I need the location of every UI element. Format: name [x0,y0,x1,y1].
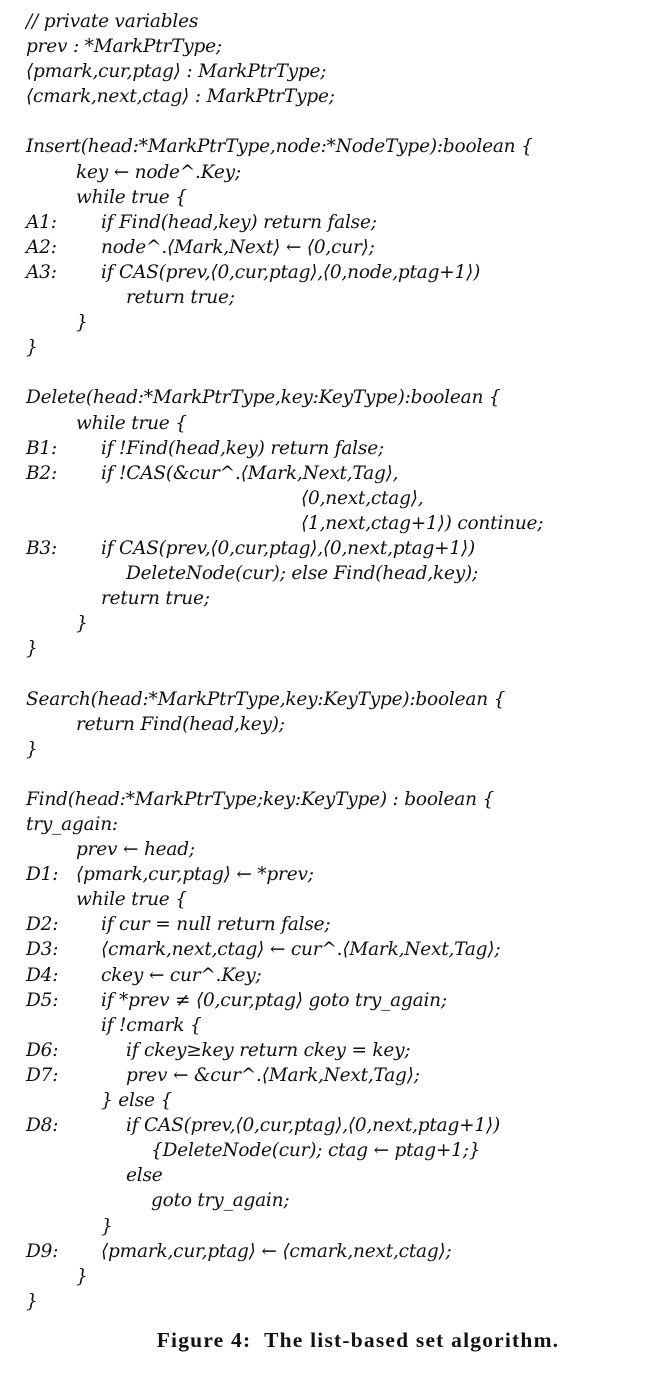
code-line [0,385,648,410]
code-text: } [76,1265,88,1287]
code-text: while true { [76,412,187,434]
code-line [0,436,648,461]
code-text: prev ← &cur^.⟨Mark,Next,Tag⟩; [126,1064,420,1086]
code-line [0,561,648,586]
code-line [0,461,648,486]
code-text: else [126,1165,163,1187]
code-text: ckey ← cur^.Key; [101,964,262,986]
code-line [0,285,648,310]
algorithm-listing [0,9,648,1314]
code-text: } [26,738,38,760]
figure-caption: Figure 4: The list-based set algorithm. [156,1328,560,1352]
code-text: ⟨cmark,next,ctag⟩ ← cur^.⟨Mark,Next,Tag⟩; [101,939,501,961]
code-line [0,687,648,712]
code-text: // private variables [26,11,199,32]
code-line [0,185,648,210]
code-line [0,812,648,837]
code-text: Search(head:*MarkPtrType,key:KeyType):boolean { [26,688,506,710]
code-line [0,1038,648,1063]
code-text: } [101,1215,113,1237]
code-text: try_again: [26,814,118,835]
code-line [0,1113,648,1138]
code-line [0,1088,648,1113]
line-label: B1: [26,437,57,459]
code-line [0,661,648,686]
code-text: ⟨pmark,cur,ptag⟩ : MarkPtrType; [26,61,327,83]
code-text: goto try_again; [151,1190,290,1212]
code-text: if Find(head,key) return false; [101,211,377,233]
code-line [0,862,648,887]
code-line [0,1264,648,1289]
code-line [0,1289,648,1314]
line-label: D6: [26,1039,59,1061]
code-line [0,887,648,912]
code-text: if CAS(prev,⟨0,cur,ptag⟩,⟨0,next,ptag+1⟩) [126,1115,501,1137]
code-text: ⟨pmark,cur,ptag⟩ ← ⟨cmark,next,ctag⟩; [101,1240,452,1262]
line-label: D4: [26,964,59,986]
code-line [0,1013,648,1038]
line-label: A1: [26,211,57,233]
code-text: return Find(head,key); [76,713,285,735]
code-line [0,235,648,260]
code-text: Insert(head:*MarkPtrType,node:*NodeType):boolean { [26,136,533,158]
code-text: Delete(head:*MarkPtrType,key:KeyType):boolean { [26,387,501,409]
code-line [0,1063,648,1088]
code-text: prev ← head; [76,839,195,861]
code-line [0,360,648,385]
code-line [0,1188,648,1213]
code-line [0,109,648,134]
code-line [0,988,648,1013]
code-text: ⟨1,next,ctag+1⟩) continue; [301,512,544,534]
code-text: ⟨0,next,ctag⟩, [301,487,424,509]
code-line [0,511,648,536]
code-text: ⟨pmark,cur,ptag⟩ ← *prev; [76,864,314,886]
code-text: if !Find(head,key) return false; [101,437,384,459]
code-text: } [26,337,38,359]
code-text: if CAS(prev,⟨0,cur,ptag⟩,⟨0,node,ptag+1⟩) [101,261,481,283]
code-text: return true; [126,287,235,309]
code-line [0,1163,648,1188]
code-line [0,34,648,59]
line-label: D8: [26,1115,59,1137]
code-line [0,134,648,159]
code-line [0,1138,648,1163]
code-text: if ckey≥key return ckey = key; [126,1039,411,1061]
code-text: prev : *MarkPtrType; [26,36,222,58]
code-text: } [26,638,38,660]
line-label: A3: [26,261,57,283]
code-line [0,611,648,636]
code-text: return true; [101,588,210,610]
code-line [0,912,648,937]
code-line [0,636,648,661]
line-label: D1: [26,864,59,886]
line-label: D9: [26,1240,59,1262]
code-line [0,9,648,34]
code-line [0,787,648,812]
code-line [0,837,648,862]
code-line [0,536,648,561]
code-text: if !cmark { [101,1014,202,1036]
code-text: if *prev ≠ ⟨0,cur,ptag⟩ goto try_again; [101,989,447,1011]
line-label: A2: [26,236,57,258]
code-text: ⟨cmark,next,ctag⟩ : MarkPtrType; [26,86,335,108]
code-text: DeleteNode(cur); else Find(head,key); [126,563,479,585]
code-line [0,335,648,360]
code-line [0,1214,648,1239]
code-line [0,963,648,988]
line-label: D5: [26,989,59,1011]
line-label: B3: [26,537,57,559]
code-line [0,210,648,235]
code-line [0,84,648,109]
code-text: } else { [101,1090,173,1112]
code-text: } [76,613,88,635]
code-line [0,586,648,611]
code-line [0,411,648,436]
code-text: if cur = null return false; [101,914,331,936]
code-text: Find(head:*MarkPtrType;key:KeyType) : boolean { [26,788,495,810]
code-text: } [76,312,88,334]
code-text: {DeleteNode(cur); ctag ← ptag+1;} [151,1140,481,1162]
code-line [0,486,648,511]
code-line [0,310,648,335]
code-line [0,762,648,787]
code-text: if !CAS(&cur^.⟨Mark,Next,Tag⟩, [101,462,399,484]
code-line [0,1239,648,1264]
line-label: B2: [26,462,57,484]
code-line [0,260,648,285]
code-text: if CAS(prev,⟨0,cur,ptag⟩,⟨0,next,ptag+1⟩) [101,537,476,559]
code-line [0,712,648,737]
line-label: D3: [26,939,59,961]
code-line [0,59,648,84]
line-label: D2: [26,914,59,936]
code-text: while true { [76,186,187,208]
code-text: } [26,1290,38,1312]
code-line [0,160,648,185]
code-text: node^.⟨Mark,Next⟩ ← ⟨0,cur⟩; [101,236,375,258]
code-text: while true { [76,889,187,911]
line-label: D7: [26,1064,59,1086]
code-line [0,937,648,962]
code-text: key ← node^.Key; [76,161,241,183]
code-line [0,737,648,762]
